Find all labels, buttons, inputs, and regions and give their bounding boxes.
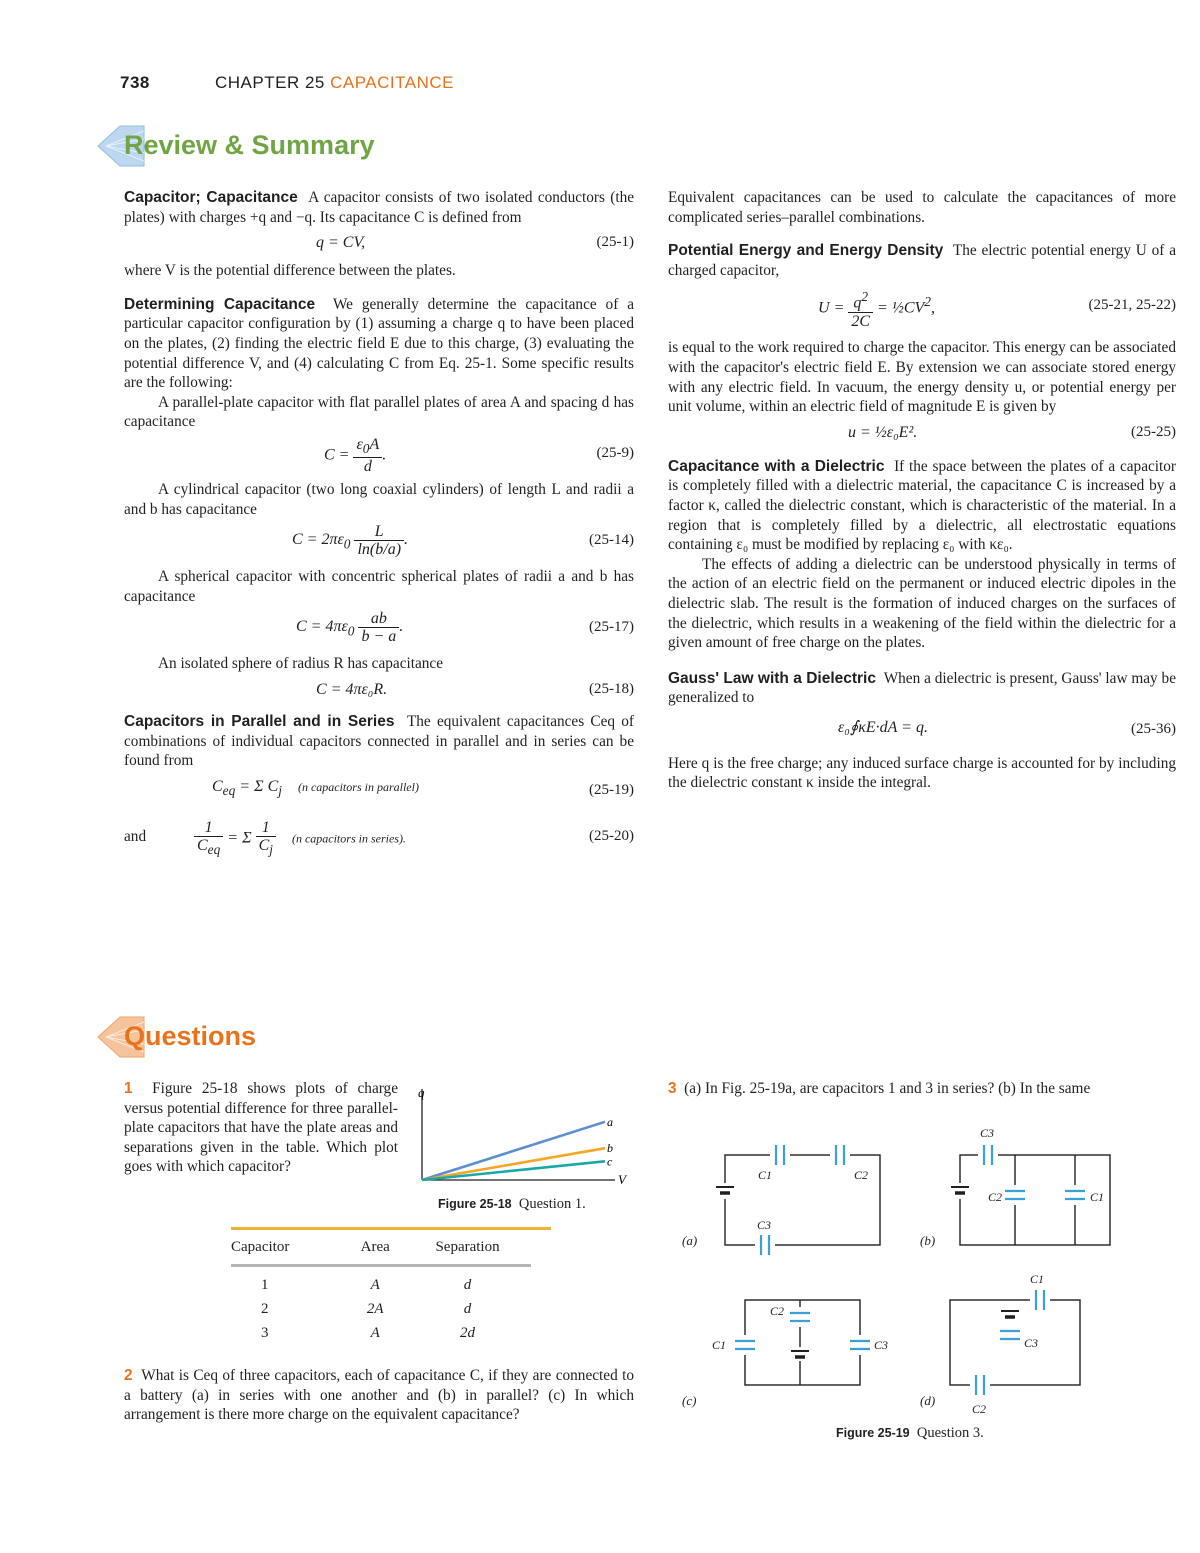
equation-25-9: C = $\frac{\varepsilon_0A}{d}$ . (25-9) [324, 435, 634, 476]
spherical-text: A spherical capacitor with concentric spherical plates of radii a and b has capacitance [124, 568, 634, 605]
figure-25-18-plot [410, 1083, 630, 1193]
page-number: 738 [120, 73, 150, 92]
cap-label-c3-b: C3 [980, 1126, 995, 1140]
question-2-text: What is Ceq of three capacitors, each of capacitance C, if they are connected to a battery (a) in series with one another and (b) in parallel? (c) In which arrangement is there more charge on the equivalent capacitance? [124, 1367, 634, 1424]
energy-text: The electric potential energy U of a charged capacitor, [668, 242, 1176, 279]
cap-label-c2-d: C2 [972, 1402, 987, 1415]
gauss-text: When a dielectric is present, Gauss' law may be generalized to [668, 669, 1176, 707]
plot-line-label-a: a [607, 1114, 613, 1129]
plot-line-label-b: b [607, 1141, 613, 1156]
table-row: 2 2A d [261, 1300, 472, 1317]
table-row: 1 A d [261, 1276, 472, 1293]
question-3 [668, 1079, 1176, 1099]
gauss-text-2: Here q is the free charge; any induced surface charge is accounted for by including the dielectric constant κ inside the integral. [668, 754, 1176, 792]
cap-label-c2-c: C2 [770, 1304, 785, 1318]
figure-25-18-caption: Figure 25-18 Question 1. [438, 1196, 586, 1212]
cylindrical-text: A cylindrical capacitor (two long coaxial cylinders) of length L and radii a and b has capacitance [124, 480, 634, 518]
capacitor-table [231, 1230, 531, 1345]
capacitor-text: A capacitor consists of two isolated conductors (the plates) with charges +q and −q. Its capacitance C is defined from [124, 189, 635, 226]
dielectric-text: If the space between the plates of a capacitor is completely filled with a dielectric material, the capacitance C is increased by a factor κ, called the dielectric constant, which is characteristic of the material. In a region that is completely filled by a dielectric, all electrostatic equations containing ε₀ must be modified by replacing ε₀ with κε₀. [668, 457, 1177, 554]
table-header-separation: Separation [435, 1238, 500, 1255]
question-3-number: 3 [668, 1080, 677, 1097]
equation-25-20: and $\frac{1}{C_{eq}}$ = Σ $\frac{1}{C_j}$ (n capacitors in series). (25-20) [124, 818, 634, 857]
gauss-heading: Gauss' Law with a Dielectric [668, 669, 876, 687]
figure-25-19-circuits [670, 1115, 1180, 1415]
equation-25-36: ε₀∮κE·dA = q. (25-36) [838, 718, 1176, 737]
energy-text-2: is equal to the work required to charge the capacitor. This energy can be associated with the capacitor's electric field E. By extension we can associate stored energy with any electric field. In vacuum, the energy density u, or potential energy per unit volume, within an electric field of magnitude E is given by [668, 339, 1176, 416]
dielectric-heading: Capacitance with a Dielectric [668, 457, 885, 475]
sublabel-b: (b) [920, 1233, 936, 1248]
cap-label-c3-a: C3 [757, 1218, 772, 1232]
chapter-heading [215, 73, 454, 93]
review-summary-title: Review & Summary [124, 130, 375, 160]
cap-label-c1-b: C1 [1090, 1190, 1105, 1204]
parallel-plate-text: A parallel-plate capacitor with flat parallel plates of area A and spacing d has capacitance [124, 393, 634, 431]
question-1 [124, 1079, 398, 1177]
isolated-text: An isolated sphere of radius R has capacitance [158, 655, 444, 673]
determining-heading: Determining Capacitance [124, 295, 316, 313]
equation-25-1: q = CV, (25-1) [316, 234, 634, 252]
equation-25-25: u = ½ε₀E². (25-25) [848, 423, 1176, 441]
capacitor-table-wrap [231, 1227, 551, 1345]
plot-line-label-c: c [607, 1154, 613, 1169]
cap-label-c3-c: C3 [874, 1338, 889, 1352]
q-axis-label: q [418, 1085, 425, 1100]
v-axis-label: V [618, 1172, 626, 1187]
series-text: The equivalent capacitances Ceq of combinations of individual capacitors connected in parallel and in series can be found from [124, 712, 635, 770]
equation-25-17: $C = 4\pi\varepsilon_0$ $\frac{ab}{b - a}$ . (25-17) [296, 610, 634, 646]
figure-25-19-caption: Figure 25-19 Question 3. [836, 1425, 984, 1441]
review-right-column [668, 188, 1176, 793]
cap-label-c2-b: C2 [988, 1190, 1003, 1204]
series-heading: Capacitors in Parallel and in Series [124, 712, 395, 730]
table-row: 3 A 2d [261, 1324, 476, 1341]
question-1-text: Figure 25-18 shows plots of charge versus potential difference for three parallel-plate capacitors that have the plate areas and separations given in the table. Which plot goes with which capacitor? [124, 1080, 398, 1176]
table-header-capacitor: Capacitor [231, 1238, 290, 1255]
cap-label-c1-c: C1 [712, 1338, 727, 1352]
questions-title: Questions [124, 1021, 257, 1051]
equation-25-18: C = 4πε₀R. (25-18) [316, 680, 634, 698]
energy-heading: Potential Energy and Energy Density [668, 242, 944, 260]
dielectric-text-2: The effects of adding a dielectric can be understood physically in terms of the action of an electric field on the permanent or induced electric dipoles in the dielectric slab. The result is the formation of induced charges on the surfaces of the dielectric, which results in a weakening of the field within the dielectric for a given amount of free charge on the plates. [668, 555, 1176, 652]
cap-label-c3-d: C3 [1024, 1336, 1039, 1350]
sublabel-d: (d) [920, 1393, 936, 1408]
chapter-title: CAPACITANCE [330, 73, 454, 92]
equivalent-text: Equivalent capacitances can be used to calculate the capacitances of more complicated series–parallel combinations. [668, 189, 1176, 226]
cap-label-c2-a: C2 [854, 1168, 869, 1182]
sublabel-a: (a) [682, 1233, 698, 1248]
chapter-label: CHAPTER 25 [215, 73, 325, 92]
determining-text: We generally determine the capacitance of a particular capacitor configuration by (1) assuming a charge q to have been placed on the plates, (2) finding the electric field E due to this charge, (3) evaluating the potential difference V, and (4) calculating C from Eq. 25-1. Some specific results are the following: [124, 295, 634, 392]
equation-25-19: $C_{eq} = \Sigma$ $C_j$ (n capacitors in parallel) (25-19) [212, 777, 634, 798]
equation-25-21: U = $\frac{q^2}{2C}$ = $\frac{1}{2}CV^2$, (25-21, 25-22) [818, 289, 1176, 330]
question-1-number: 1 [124, 1080, 133, 1097]
cap-label-c1-d: C1 [1030, 1272, 1045, 1286]
cap-label-c1-a: C1 [758, 1168, 773, 1182]
sublabel-c: (c) [682, 1393, 697, 1408]
question-2-number: 2 [124, 1367, 133, 1384]
equation-25-14: $C = 2\pi\varepsilon_0$ $\frac{L}{\ln(b/a)}$ . (25-14) [292, 523, 634, 559]
review-left-column [124, 188, 634, 867]
question-3-text: (a) In Fig. 25-19a, are capacitors 1 and 3 in series? (b) In the same [684, 1080, 1091, 1097]
question-2 [124, 1366, 634, 1425]
after-eq-text: where V is the potential difference between the plates. [124, 262, 456, 280]
capacitor-heading: Capacitor; Capacitance [124, 189, 298, 206]
table-header-area: Area [360, 1238, 390, 1255]
circuit-b-loop [960, 1155, 1110, 1245]
